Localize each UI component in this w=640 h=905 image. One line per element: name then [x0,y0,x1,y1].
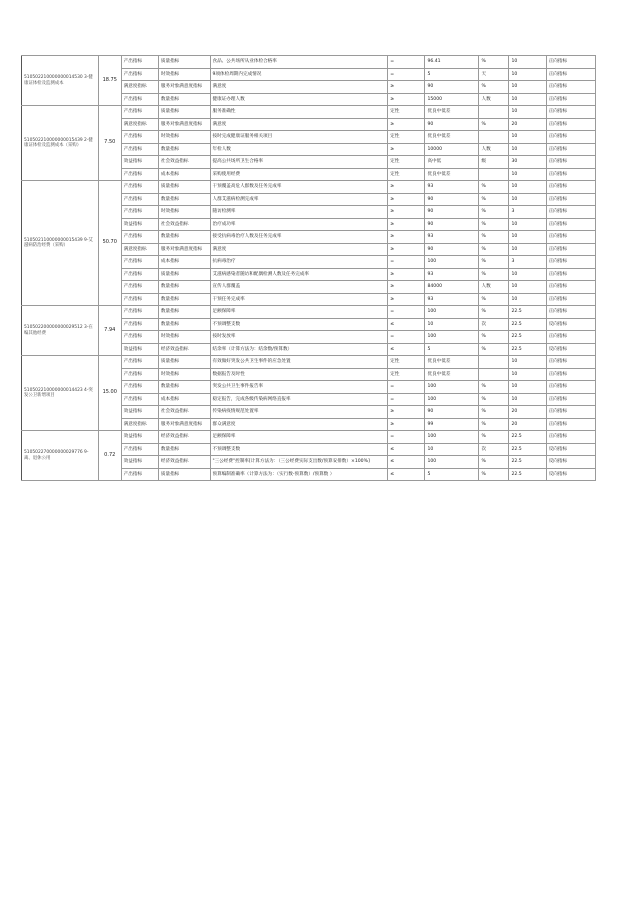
project-name: 510502270000000029776 9-离、退休公用 [22,431,99,481]
direction: 正向指标 [546,181,595,194]
indicator-level2: 经济效益指标 [158,456,210,469]
unit: % [479,56,509,69]
indicator-level2: 成本指标 [158,393,210,406]
indicator-level2: 质量指标 [158,106,210,119]
indicator-level2: 数量指标 [158,318,210,331]
unit [479,106,509,119]
unit: % [479,468,509,481]
operator: = [388,256,425,269]
direction: 正向指标 [546,106,595,119]
direction: 反向指标 [546,456,595,469]
weight: 10 [509,193,546,206]
indicator-level1: 满意度指标 [121,81,158,94]
indicator-level2: 质量指标 [158,268,210,281]
indicator-level2: 数量指标 [158,281,210,294]
target-value: 优良中低差 [425,356,479,369]
operator: ≥ [388,418,425,431]
operator: ≤ [388,343,425,356]
project-amount: 7.50 [98,106,121,181]
unit: % [479,193,509,206]
indicator-level2: 服务对象满意度指标 [158,81,210,94]
indicator-name: 群众满意度 [210,418,388,431]
direction: 正向指标 [546,418,595,431]
operator: ≤ [388,318,425,331]
weight: 22.5 [509,431,546,444]
weight: 22.5 [509,331,546,344]
operator: = [388,381,425,394]
indicator-level2: 服务对象满意度指标 [158,418,210,431]
indicator-name: 采购使用经费 [210,168,388,181]
direction: 正向指标 [546,156,595,169]
project-name: 510502210000000014423 4-突发公卫新增项目 [22,356,99,431]
indicator-level1: 产出指标 [121,143,158,156]
indicator-level2: 成本指标 [158,256,210,269]
indicator-level2: 时效指标 [158,368,210,381]
operator: = [388,56,425,69]
target-value: 90 [425,81,479,94]
direction: 正向指标 [546,256,595,269]
unit: % [479,418,509,431]
direction: 正向指标 [546,231,595,244]
target-value: 100 [425,331,479,344]
indicator-level2: 经济效益指标 [158,343,210,356]
unit: % [479,431,509,444]
direction: 正向指标 [546,293,595,306]
indicator-level1: 满意度指标 [121,243,158,256]
indicator-level1: 产出指标 [121,318,158,331]
indicator-level1: 产出指标 [121,268,158,281]
indicator-level2: 质量指标 [158,356,210,369]
direction: 正向指标 [546,268,595,281]
weight: 10 [509,381,546,394]
direction: 正向指标 [546,381,595,394]
operator: ≥ [388,268,425,281]
unit: 人数 [479,281,509,294]
indicator-level1: 产出指标 [121,281,158,294]
unit: % [479,206,509,219]
unit: % [479,231,509,244]
indicator-level1: 产出指标 [121,68,158,81]
direction: 正向指标 [546,306,595,319]
operator: ≥ [388,81,425,94]
target-value: 93 [425,268,479,281]
indicator-name: 治疗成功率 [210,218,388,231]
unit: % [479,268,509,281]
unit: % [479,456,509,469]
operator: ≥ [388,206,425,219]
indicator-name: 干预覆盖高危人群数及任务完成率 [210,181,388,194]
weight: 20 [509,118,546,131]
target-value: 100 [425,393,479,406]
direction: 反向指标 [546,318,595,331]
target-value: 93 [425,231,479,244]
indicator-level2: 社会效益指标 [158,218,210,231]
target-value: 优良中低差 [425,106,479,119]
indicator-level1: 满意度指标 [121,118,158,131]
indicator-name: 满意度 [210,118,388,131]
unit: % [479,181,509,194]
operator: ≥ [388,281,425,294]
indicator-name: 干预任务完成率 [210,293,388,306]
indicator-level1: 产出指标 [121,381,158,394]
indicator-level2: 时效指标 [158,131,210,144]
unit: % [479,256,509,269]
table-row [22,431,596,444]
direction: 正向指标 [546,206,595,219]
indicator-level1: 产出指标 [121,468,158,481]
indicator-table [21,55,596,481]
project-amount: 15.00 [98,356,121,431]
target-value: 5 [425,68,479,81]
indicator-level2: 数量指标 [158,443,210,456]
operator: = [388,306,425,319]
operator: ≥ [388,118,425,131]
unit: % [479,381,509,394]
indicator-name: 传染病疫情规范处置率 [210,406,388,419]
indicator-name: 艾滋病感染者随访和配偶检测人数及任务完成率 [210,268,388,281]
indicator-name: 足额保障率 [210,306,388,319]
weight: 10 [509,281,546,294]
direction: 正向指标 [546,331,595,344]
indicator-level2: 服务对象满意度指标 [158,118,210,131]
indicator-name: 人群艾滋病检测完成率 [210,193,388,206]
target-value: 5 [425,468,479,481]
target-value: 15000 [425,93,479,106]
indicator-level1: 产出指标 [121,93,158,106]
weight: 10 [509,243,546,256]
indicator-level1: 效益指标 [121,456,158,469]
target-value: 90 [425,406,479,419]
unit: % [479,293,509,306]
unit: % [479,243,509,256]
indicator-name: 食品、公共场所从业体检合格率 [210,56,388,69]
weight: 10 [509,168,546,181]
indicator-name: 按时完成健康证服务相关项目 [210,131,388,144]
indicator-level1: 效益指标 [121,218,158,231]
unit: 次 [479,443,509,456]
indicator-level1: 产出指标 [121,293,158,306]
weight: 3 [509,256,546,269]
weight: 30 [509,156,546,169]
unit [479,168,509,181]
weight: 10 [509,218,546,231]
direction: 正向指标 [546,218,595,231]
operator: 定性 [388,106,425,119]
indicator-level1: 效益指标 [121,406,158,419]
target-value: 99 [425,418,479,431]
indicator-name: 按时发放率 [210,331,388,344]
project-amount: 50.70 [98,181,121,306]
indicator-level2: 时效指标 [158,68,210,81]
indicator-level2: 数量指标 [158,193,210,206]
weight: 10 [509,106,546,119]
direction: 正向指标 [546,393,595,406]
direction: 正向指标 [546,81,595,94]
operator: ≥ [388,231,425,244]
direction: 正向指标 [546,168,595,181]
unit: 人数 [479,143,509,156]
indicator-level2: 经济效益指标 [158,431,210,444]
weight: 10 [509,268,546,281]
weight: 22.5 [509,306,546,319]
indicator-level2: 数量指标 [158,293,210,306]
operator: 定性 [388,168,425,181]
operator: ≥ [388,406,425,419]
project-name: 510502110000000015439 9-艾滋病防治经费（采购） [22,181,99,306]
indicator-name: 满意度 [210,243,388,256]
weight: 20 [509,418,546,431]
direction: 正向指标 [546,281,595,294]
unit: % [479,306,509,319]
direction: 正向指标 [546,68,595,81]
weight: 10 [509,93,546,106]
indicator-name: 接受抗病毒治疗人数及任务完成率 [210,231,388,244]
weight: 10 [509,68,546,81]
table-row [22,356,596,369]
unit: % [479,406,509,419]
weight: 22.5 [509,468,546,481]
indicator-level1: 产出指标 [121,331,158,344]
direction: 正向指标 [546,368,595,381]
weight: 10 [509,56,546,69]
project-amount: 18.75 [98,56,121,106]
indicator-level1: 产出指标 [121,131,158,144]
project-name: 510502200000000029512 3-在编其他经费 [22,306,99,356]
direction: 正向指标 [546,431,595,444]
indicator-level2: 数量指标 [158,93,210,106]
operator: ≤ [388,468,425,481]
indicator-level1: 效益指标 [121,156,158,169]
weight: 10 [509,368,546,381]
direction: 正向指标 [546,406,595,419]
indicator-name: 随访检测率 [210,206,388,219]
indicator-name: 数据报告及时性 [210,368,388,381]
direction: 反向指标 [546,343,595,356]
target-value: 100 [425,431,479,444]
target-value: 5 [425,343,479,356]
indicator-level1: 产出指标 [121,56,158,69]
indicator-level2: 数量指标 [158,381,210,394]
indicator-level1: 产出指标 [121,168,158,181]
indicator-level1: 产出指标 [121,193,158,206]
unit: % [479,81,509,94]
weight: 10 [509,181,546,194]
operator: ≤ [388,443,425,456]
indicator-level2: 时效指标 [158,206,210,219]
direction: 正向指标 [546,193,595,206]
direction: 正向指标 [546,131,595,144]
table-row [22,181,596,194]
operator: 定性 [388,356,425,369]
indicator-level2: 数量指标 [158,231,210,244]
indicator-level2: 服务对象满意度指标 [158,243,210,256]
indicator-name: 提高公共场所卫生合格率 [210,156,388,169]
indicator-level1: 效益指标 [121,343,158,356]
unit [479,131,509,144]
indicator-level1: 满意度指标 [121,418,158,431]
indicator-level2: 社会效益指标 [158,406,210,419]
operator: 定性 [388,156,425,169]
indicator-level1: 产出指标 [121,206,158,219]
operator: 定性 [388,368,425,381]
direction: 反向指标 [546,443,595,456]
unit: 人数 [479,93,509,106]
indicator-name: 满意度 [210,81,388,94]
project-amount: 7.94 [98,306,121,356]
operator: ≥ [388,218,425,231]
operator: ≥ [388,243,425,256]
unit: 级 [479,156,509,169]
indicator-level1: 产出指标 [121,368,158,381]
operator: = [388,331,425,344]
operator: = [388,393,425,406]
indicator-name: 结余率（计算方法为：结余数/预算数） [210,343,388,356]
operator: 定性 [388,131,425,144]
direction: 正向指标 [546,143,595,156]
weight: 10 [509,356,546,369]
weight: 22.5 [509,443,546,456]
table-row [22,306,596,319]
indicator-name: 稳定报告，完成各级传染病网络直报率 [210,393,388,406]
operator: ≥ [388,293,425,306]
indicator-level1: 产出指标 [121,256,158,269]
indicator-level2: 成本指标 [158,168,210,181]
indicator-name: 预算编制准确率（计算方法为：（实行数-预算数）/预算数 ） [210,468,388,481]
target-value: 100 [425,306,479,319]
target-value: 84000 [425,281,479,294]
unit [479,356,509,369]
indicator-level2: 数量指标 [158,306,210,319]
indicator-level1: 产出指标 [121,306,158,319]
indicator-level1: 产出指标 [121,231,158,244]
target-value: 100 [425,381,479,394]
target-value: 优良中低差 [425,131,479,144]
table-row [22,106,596,119]
operator: ≥ [388,193,425,206]
target-value: 100 [425,456,479,469]
indicator-level2: 数量指标 [158,143,210,156]
target-value: 优良中低差 [425,368,479,381]
operator: ≥ [388,181,425,194]
weight: 10 [509,131,546,144]
indicator-name: 足额保障率 [210,431,388,444]
direction: 反向指标 [546,468,595,481]
unit: 天 [479,68,509,81]
indicator-name: 不预调整支数 [210,318,388,331]
target-value: 93 [425,181,479,194]
operator: ≥ [388,93,425,106]
indicator-level1: 效益指标 [121,431,158,444]
target-value: 10 [425,443,479,456]
unit [479,368,509,381]
indicator-level2: 质量指标 [158,468,210,481]
indicator-name: 9项体检周期内完成情况 [210,68,388,81]
indicator-level1: 产出指标 [121,106,158,119]
performance-indicator-sheet [21,55,596,481]
weight: 22.5 [509,343,546,356]
indicator-name: "三公经费"控制率[计算方法为：（三公经费实际支出数/预算安排数）×100%] [210,456,388,469]
indicator-name: 年检人数 [210,143,388,156]
weight: 22.5 [509,456,546,469]
indicator-level1: 产出指标 [121,181,158,194]
operator: ≥ [388,143,425,156]
indicator-level1: 产出指标 [121,393,158,406]
unit: % [479,331,509,344]
indicator-name: 健康证办理人数 [210,93,388,106]
indicator-name: 不预调整支数 [210,443,388,456]
direction: 正向指标 [546,118,595,131]
project-name: 510502210000000014530 3-健康证体检及监测成本 [22,56,99,106]
target-value: 90 [425,218,479,231]
unit: % [479,393,509,406]
direction: 正向指标 [546,56,595,69]
target-value: 高中低 [425,156,479,169]
unit: % [479,218,509,231]
weight: 3 [509,206,546,219]
indicator-name: 有效做好突发公共卫生事件的应急处置 [210,356,388,369]
target-value: 96.41 [425,56,479,69]
indicator-level2: 质量指标 [158,56,210,69]
indicator-level1: 产出指标 [121,443,158,456]
indicator-name: 突发公共卫生事件报告率 [210,381,388,394]
target-value: 90 [425,193,479,206]
project-name: 510502210000000015439 2-健康证体检及监测成本（采购） [22,106,99,181]
indicator-level2: 社会效益指标 [158,156,210,169]
weight: 10 [509,231,546,244]
indicator-name: 宣传人群覆盖 [210,281,388,294]
indicator-name: 抗病毒治疗 [210,256,388,269]
project-amount: 0.72 [98,431,121,481]
indicator-level1: 产出指标 [121,356,158,369]
operator: ≤ [388,456,425,469]
unit: % [479,118,509,131]
direction: 正向指标 [546,356,595,369]
weight: 10 [509,293,546,306]
target-value: 90 [425,118,479,131]
weight: 10 [509,81,546,94]
weight: 10 [509,393,546,406]
target-value: 10 [425,318,479,331]
indicator-level2: 时效指标 [158,331,210,344]
unit: % [479,343,509,356]
direction: 正向指标 [546,243,595,256]
target-value: 优良中低差 [425,168,479,181]
target-value: 90 [425,243,479,256]
table-row [22,56,596,69]
direction: 正向指标 [546,93,595,106]
target-value: 10000 [425,143,479,156]
weight: 10 [509,143,546,156]
target-value: 100 [425,256,479,269]
operator: = [388,431,425,444]
indicator-name: 服务准确性 [210,106,388,119]
unit: 次 [479,318,509,331]
weight: 20 [509,406,546,419]
target-value: 90 [425,206,479,219]
target-value: 93 [425,293,479,306]
indicator-level2: 质量指标 [158,181,210,194]
operator: = [388,68,425,81]
weight: 22.5 [509,318,546,331]
